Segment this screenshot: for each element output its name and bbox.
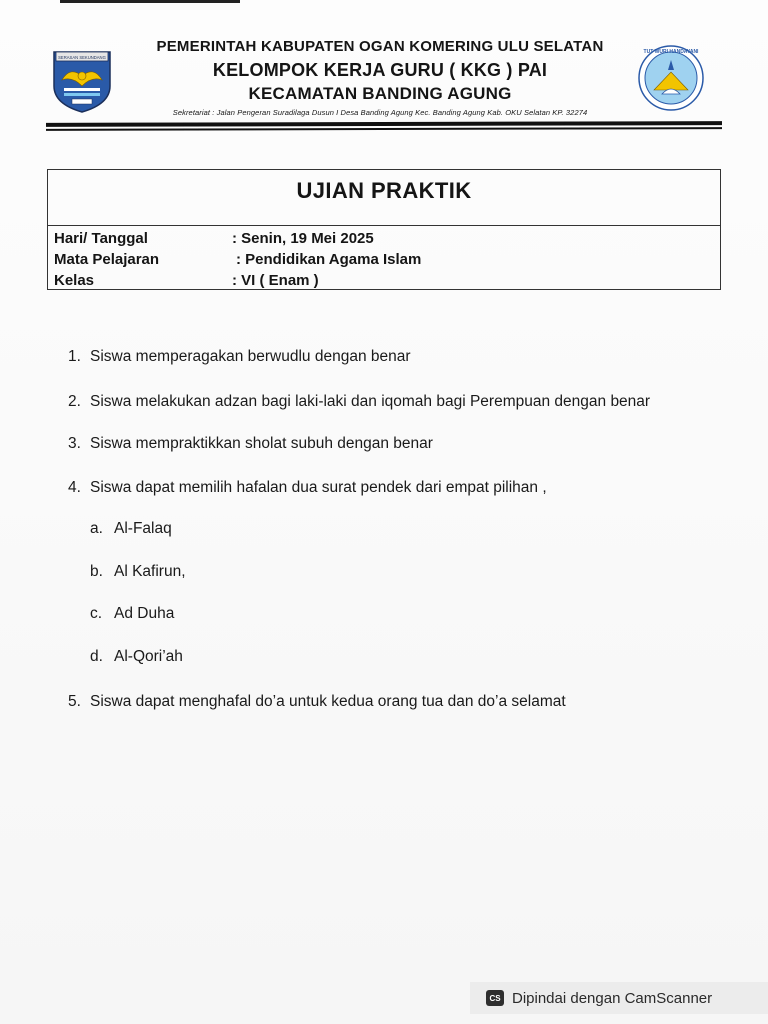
exam-item — [68, 693, 566, 711]
exam-sub-item — [90, 520, 172, 538]
exam-item-number: 1. — [68, 348, 81, 365]
exam-item-number: 4. — [68, 479, 81, 496]
exam-item-text: Siswa dapat memilih hafalan dua surat pendek dari empat pilihan , — [90, 479, 547, 496]
exam-info-value: : VI ( Enam ) — [232, 272, 319, 289]
exam-item — [68, 435, 433, 453]
exam-info-value: : Senin, 19 Mei 2025 — [232, 230, 374, 247]
header-government-line: PEMERINTAH KABUPATEN OGAN KOMERING ULU SELATAN — [156, 38, 604, 55]
header-district-line: KECAMATAN BANDING AGUNG — [248, 84, 512, 103]
exam-item-text: Siswa dapat menghafal do’a untuk kedua orang tua dan do’a selamat — [90, 693, 566, 710]
scanner-watermark-text: Dipindai dengan CamScanner — [512, 989, 713, 1007]
regency-emblem-motto: SERASAN SEKUNDANG — [58, 55, 106, 60]
exam-item-text: Siswa mempraktikkan sholat subuh dengan benar — [90, 435, 433, 452]
exam-sub-item — [90, 563, 186, 581]
exam-info-label: Kelas — [54, 272, 95, 289]
header-divider-thin — [46, 127, 722, 130]
exam-info-value: : Pendidikan Agama Islam — [236, 251, 422, 268]
exam-sub-item — [90, 605, 174, 623]
exam-item — [68, 479, 547, 497]
header-address-line: Sekretariat : Jalan Pengeran Suradilaga Dusun I Desa Banding Agung Kec. Banding Agung Kab. OKU Selatan KP. 32274 — [172, 108, 588, 117]
exam-sub-item-letter: d. — [90, 648, 103, 665]
regency-emblem-icon — [50, 46, 114, 114]
scan-edge-mark — [60, 0, 240, 3]
exam-item-number: 3. — [68, 435, 81, 452]
exam-item — [68, 393, 650, 411]
exam-sub-item-letter: c. — [90, 605, 103, 622]
tut-wuri-handayani-motto: TUT WURI HANDAYANI — [643, 49, 699, 55]
camscanner-icon: CS — [486, 990, 504, 1006]
tut-wuri-handayani-icon — [634, 44, 708, 112]
exam-item — [68, 348, 411, 366]
exam-info-label: Hari/ Tanggal — [54, 230, 148, 247]
exam-info-box — [47, 169, 721, 290]
exam-item-text: Siswa melakukan adzan bagi laki-laki dan iqomah bagi Perempuan dengan benar — [90, 393, 651, 410]
exam-title: UJIAN PRAKTIK — [296, 178, 472, 203]
scanner-watermark — [470, 982, 768, 1014]
exam-info-label: Mata Pelajaran — [54, 251, 160, 268]
exam-sub-item-text: Al-Falaq — [114, 520, 172, 537]
exam-item-number: 5. — [68, 693, 81, 710]
exam-sub-item-letter: a. — [90, 520, 103, 537]
exam-sub-item-text: Al Kafirun, — [114, 563, 186, 580]
exam-sub-item-text: Ad Duha — [114, 605, 175, 622]
exam-item-text: Siswa memperagakan berwudlu dengan benar — [90, 348, 411, 365]
header-divider-thick — [46, 121, 722, 127]
exam-sub-item — [90, 648, 183, 666]
exam-box-divider — [48, 225, 720, 226]
exam-sub-item-letter: b. — [90, 563, 103, 580]
exam-sub-item-text: Al-Qori’ah — [114, 648, 183, 665]
exam-item-number: 2. — [68, 393, 81, 410]
header-organization-line: KELOMPOK KERJA GURU ( KKG ) PAI — [212, 60, 548, 80]
